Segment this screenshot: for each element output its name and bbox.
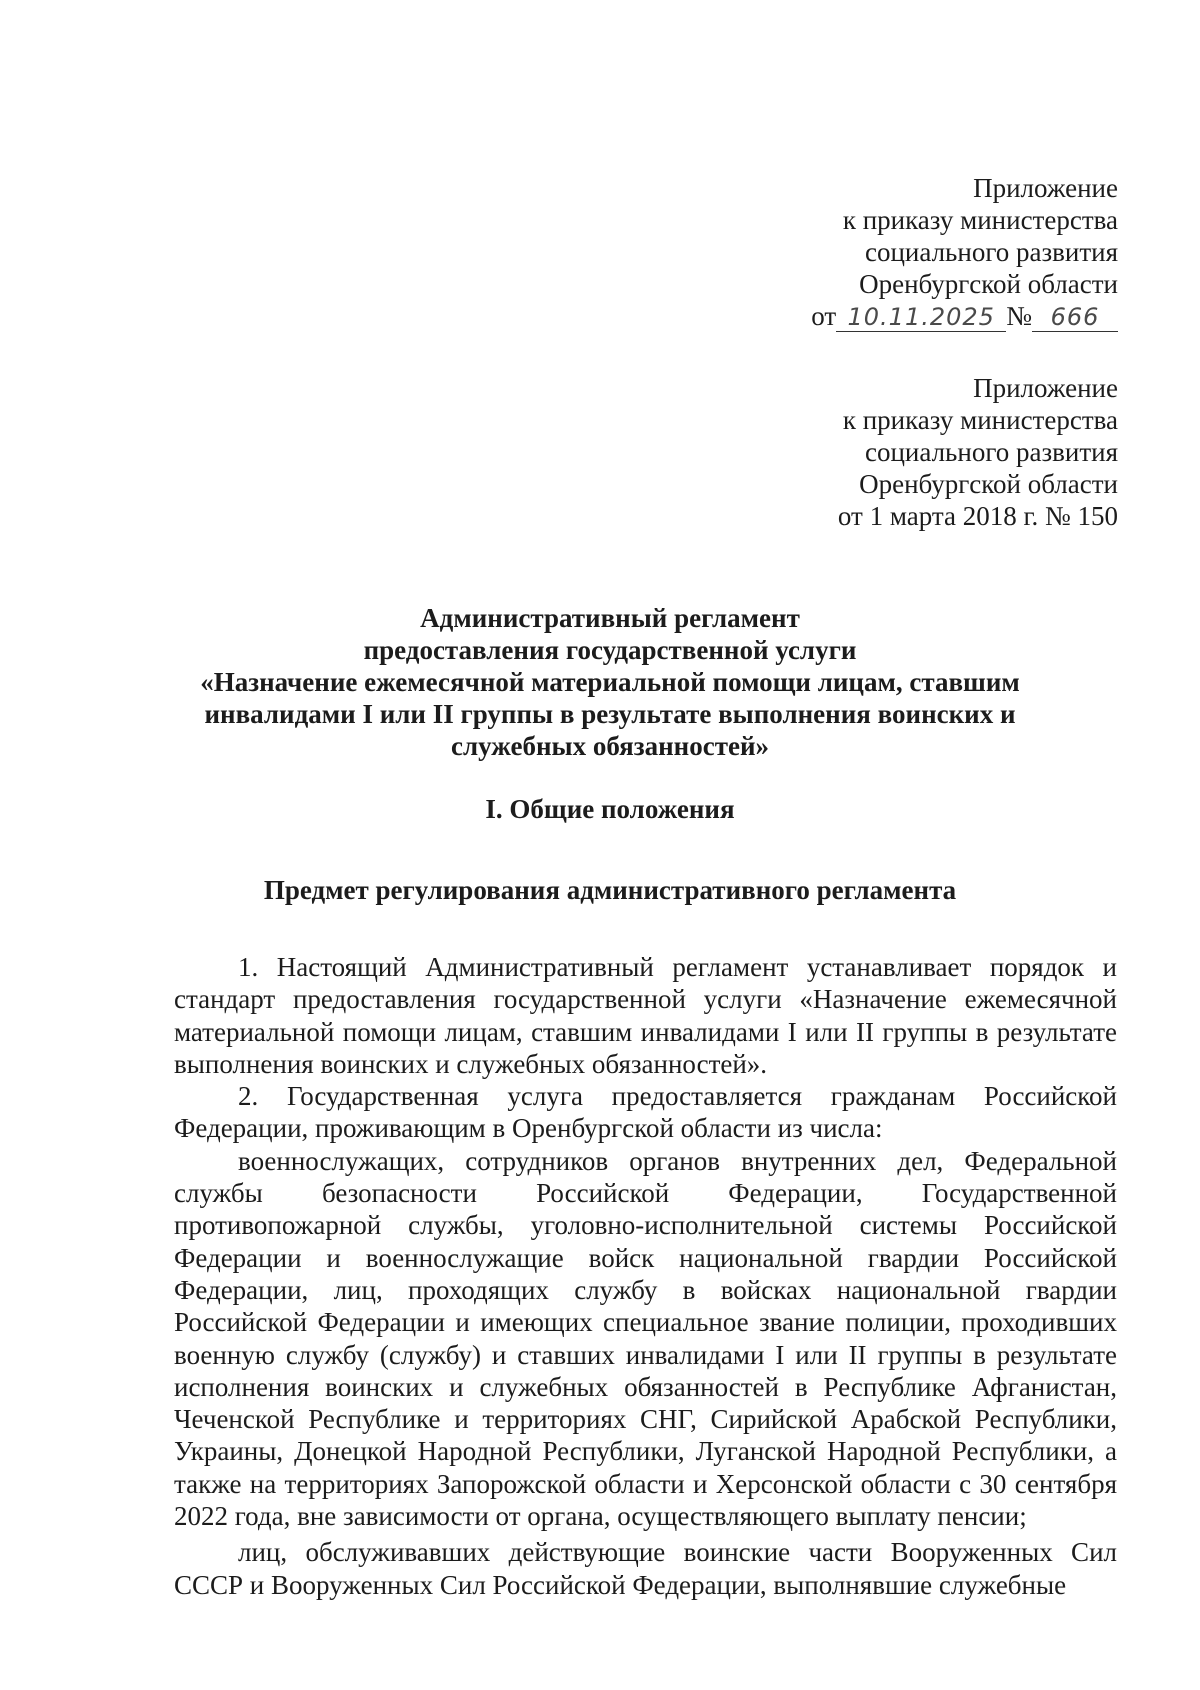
regulation-title bbox=[160, 602, 1060, 762]
appendix-line: Оренбургской области bbox=[859, 469, 1118, 499]
paragraph: военнослужащих, сотрудников органов внутренних дел, Федеральной службы безопасности Российской Федерации, Государственной противопожарной службы, уголовно-исполнительной системы Российской Федерации и военнослужащие войск национальной гвардии Российской Федерации, лиц, проходящих службу в войсках национальной гвардии Российской Федерации и имеющих специальное звание полиции, проходивших военную службу (службу) и ставших инвалидами I или II группы в результате исполнения воинских и служебных обязанностей в Республике Афганистан, Чеченской Республике и территориях СНГ, Сирийской Арабской Республики, Украины, Донецкой Народной Республики, Луганской Народной Республики, а также на территориях Запорожской области и Херсонской области с 30 сентября 2022 года, вне зависимости от органа, осуществляющего выплату пенсии; bbox=[174, 1145, 1117, 1532]
title-line: «Назначение ежемесячной материальной помощи лицам, ставшим bbox=[200, 667, 1020, 697]
appendix-line: социального развития bbox=[864, 237, 1118, 267]
handwritten-order-date: 10.11.2025 bbox=[836, 303, 1006, 332]
body-text bbox=[174, 951, 1117, 1601]
appendix-line: к приказу министерства bbox=[842, 405, 1118, 435]
title-line: инвалидами I или II группы в результате выполнения воинских и bbox=[204, 699, 1016, 729]
title-line: Административный регламент bbox=[420, 603, 800, 633]
paragraph: лиц, обслуживавших действующие воинские части Вооруженных Сил СССР и Вооруженных Сил Российской Федерации, выполнявшие служебные bbox=[174, 1537, 1117, 1600]
order-date-number-line bbox=[811, 300, 1118, 332]
number-sign: № bbox=[1006, 301, 1032, 331]
title-line: служебных обязанностей» bbox=[450, 731, 770, 761]
appendix-line: к приказу министерства bbox=[842, 205, 1118, 235]
paragraph: 1. Настоящий Административный регламент устанавливает порядок и стандарт предоставления государственной услуги «Назначение ежемесячной материальной помощи лицам, ставшим инвалидами I или II группы в результате выполнения воинских и служебных обязанностей». bbox=[174, 952, 1117, 1079]
subsection-heading: Предмет регулирования административного регламента bbox=[263, 875, 957, 905]
appendix-block-original bbox=[838, 372, 1118, 532]
title-line: предоставления государственной услуги bbox=[363, 635, 857, 665]
appendix-line: Приложение bbox=[973, 173, 1118, 203]
appendix-line-date: от 1 марта 2018 г. № 150 bbox=[837, 501, 1118, 531]
appendix-block-current bbox=[811, 172, 1118, 332]
date-prefix: от bbox=[811, 301, 837, 331]
paragraph: 2. Государственная услуга предоставляется гражданам Российской Федерации, проживающим в Оренбургской области из числа: bbox=[174, 1081, 1117, 1144]
section-heading: I. Общие положения bbox=[485, 794, 735, 824]
appendix-line: Оренбургской области bbox=[859, 269, 1118, 299]
appendix-line: социального развития bbox=[864, 437, 1118, 467]
appendix-line: Приложение bbox=[973, 373, 1118, 403]
handwritten-order-number: 666 bbox=[1032, 303, 1118, 332]
